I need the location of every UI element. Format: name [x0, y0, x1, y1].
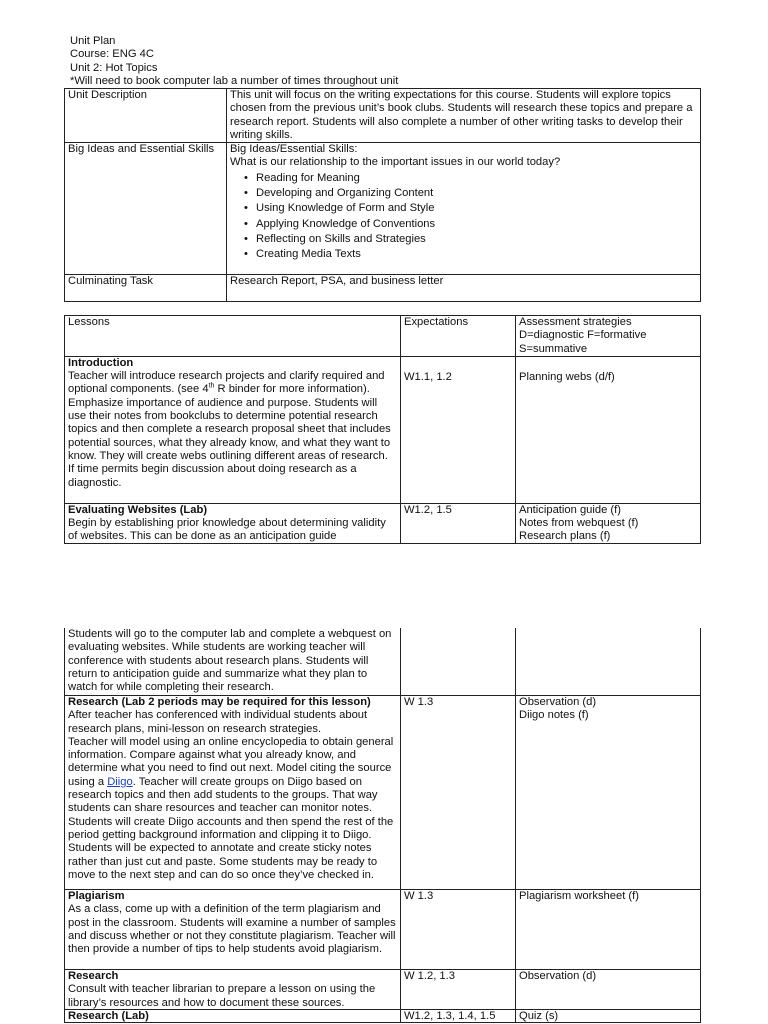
lesson-row-evaluating-websites	[65, 503, 701, 543]
lessons-table-continued	[64, 628, 701, 1023]
lesson-text: Consult with teacher librarian to prepare a lesson on using the library’s resources and how to document these sources.	[68, 983, 376, 1009]
assessment-header-line: D=diagnostic F=formative	[519, 329, 647, 342]
header-note: *Will need to book computer lab a number of times throughout unit	[70, 74, 399, 87]
assessment-header	[516, 316, 701, 357]
lesson-row-plagiarism	[65, 890, 701, 970]
document-header	[70, 35, 398, 88]
lesson-cell	[65, 503, 401, 543]
expectations-cell	[401, 1010, 516, 1023]
lesson-title: Introduction	[68, 356, 134, 369]
lesson-row-research	[65, 696, 701, 890]
skill-item: • Using Knowledge of Form and Style	[244, 202, 697, 215]
lesson-text: Teacher will introduce research projects and clarify required and optional components. (see 4	[68, 370, 385, 396]
lesson-text: R binder for more information). Emphasize importance of audience and purpose. Students will use their notes from bookclubs to determine potential research topics and then complete a research proposal sheet that includes potential sources, what they already know, and what they want to know. They will create webs outlining different areas of research.	[68, 383, 391, 462]
lesson-cell	[65, 356, 401, 503]
assessment-cell	[516, 1010, 701, 1023]
skills-list	[230, 172, 697, 262]
assessment-header-line: Assessment strategies	[519, 316, 632, 328]
skill-item: • Reflecting on Skills and Strategies	[244, 233, 697, 246]
big-ideas-question: What is our relationship to the important issues in our world today?	[230, 156, 561, 169]
lessons-table	[64, 315, 701, 544]
assessment-value: Research plans (f)	[519, 530, 611, 543]
expectations-cell	[401, 356, 516, 503]
assessment-value: Observation (d)	[519, 696, 597, 708]
diigo-link[interactable]: Diigo	[107, 775, 133, 788]
header-course: Course: ENG 4C	[70, 48, 154, 61]
expectations-value: W 1.3	[404, 696, 434, 708]
assessment-value: Diigo notes (f)	[519, 709, 589, 722]
assessment-cell	[516, 503, 701, 543]
culminating-text: Research Report, PSA, and business letter	[227, 275, 701, 302]
lesson-cell	[65, 696, 401, 890]
expectations-header: Expectations	[401, 316, 516, 357]
unit-description-text: This unit will focus on the writing expectations for this course. Students will explore topics chosen from the previous unit’s book clubs. Students will research these topics and prepare a research report. Students will also complete a number of other writing tasks to develop their writing skills.	[227, 89, 701, 143]
assessment-cell	[516, 628, 701, 696]
assessment-header-line: S=summative	[519, 342, 588, 355]
lessons-header-row	[65, 316, 701, 357]
lesson-text: Teacher will model using an online encyclopedia to obtain general information. Compare against what you already know, and determine what you need to find out next. Model citing the source using a	[68, 735, 394, 788]
assessment-cell	[516, 890, 701, 970]
unit-description-label: Unit Description	[65, 89, 227, 143]
lesson-text: Students will go to the computer lab and complete a webquest on evaluating websites. While students are working teacher will conference with students about research plans. Students will return to anticipation guide and summarize what they plan to watch for while completing their research.	[68, 628, 392, 694]
lesson-row-research-library	[65, 970, 701, 1010]
expectations-cell	[401, 970, 516, 1010]
big-ideas-heading: Big Ideas/Essential Skills:	[230, 143, 358, 156]
header-title: Unit Plan	[70, 35, 116, 47]
assessment-cell	[516, 696, 701, 890]
lesson-row-evaluating-continued	[65, 628, 701, 696]
big-ideas-cell	[227, 143, 701, 275]
lesson-text: As a class, come up with a definition of the term plagiarism and post in the classroom. Students will examine a number of samples and discuss whether or not they constitute plagiarism. Teacher will then provide a number of tips to help students avoid plagiarism.	[68, 903, 396, 956]
lesson-cell	[65, 628, 401, 696]
skill-item: • Developing and Organizing Content	[244, 187, 697, 200]
big-ideas-row	[65, 143, 701, 275]
lesson-cell	[65, 970, 401, 1010]
culminating-label: Culminating Task	[65, 275, 227, 302]
lesson-title: Plagiarism	[68, 890, 125, 902]
lesson-text: Begin by establishing prior knowledge about determining validity of websites. This can be done as an anticipation guide	[68, 517, 386, 543]
expectations-cell	[401, 503, 516, 543]
skill-item: • Applying Knowledge of Conventions	[244, 218, 697, 231]
lesson-cell	[65, 1010, 401, 1023]
expectations-value: W 1.3	[404, 890, 434, 902]
lesson-title: Research (Lab 2 periods may be required for this lesson)	[68, 696, 371, 708]
lesson-text: . Teacher will create groups on Diigo based on research topics and then add students to the groups. That way students can share resources and teacher can monitor notes. Students will create Diigo accounts and then spend the rest of the period getting background information and clipping it to Diigo. Students will be expected to annotate and create sticky notes rather than just cut and paste. Some students may be ready to move to the next step and can do so once they’ve checked in.	[68, 775, 394, 881]
assessment-value: Plagiarism worksheet (f)	[519, 890, 639, 902]
expectations-cell	[401, 890, 516, 970]
assessment-cell	[516, 356, 701, 503]
superscript: th	[208, 382, 215, 390]
lessons-header: Lessons	[65, 316, 401, 357]
expectations-value: W 1.2, 1.3	[404, 970, 455, 982]
lesson-title: Research	[68, 970, 119, 982]
big-ideas-label: Big Ideas and Essential Skills	[65, 143, 227, 275]
skill-item: • Creating Media Texts	[244, 248, 697, 261]
expectations-value: W1.1, 1.2	[404, 370, 452, 383]
lesson-title: Research (Lab)	[68, 1010, 149, 1022]
expectations-value: W1.2, 1.5	[404, 503, 452, 516]
unit-overview-table	[64, 88, 701, 302]
lesson-text: If time permits begin discussion about doing research as a diagnostic.	[68, 463, 357, 489]
skill-item: • Reading for Meaning	[244, 172, 697, 185]
assessment-value: Notes from webquest (f)	[519, 517, 639, 530]
lesson-cell	[65, 890, 401, 970]
assessment-value: Planning webs (d/f)	[519, 370, 615, 383]
expectations-cell	[401, 628, 516, 696]
lesson-title: Evaluating Websites (Lab)	[68, 503, 208, 516]
lesson-text: After teacher has conferenced with individual students about research plans, mini-lesson on research strategies.	[68, 709, 368, 735]
expectations-value: W1.2, 1.3, 1.4, 1.5	[404, 1010, 496, 1022]
assessment-value: Quiz (s)	[519, 1010, 559, 1022]
assessment-cell	[516, 970, 701, 1010]
lesson-row-introduction	[65, 356, 701, 503]
expectations-cell	[401, 696, 516, 890]
unit-description-row	[65, 89, 701, 143]
assessment-value: Observation (d)	[519, 970, 597, 982]
header-unit: Unit 2: Hot Topics	[70, 61, 158, 74]
culminating-row	[65, 275, 701, 302]
assessment-value: Anticipation guide (f)	[519, 503, 621, 516]
lesson-row-research-lab	[65, 1010, 701, 1023]
